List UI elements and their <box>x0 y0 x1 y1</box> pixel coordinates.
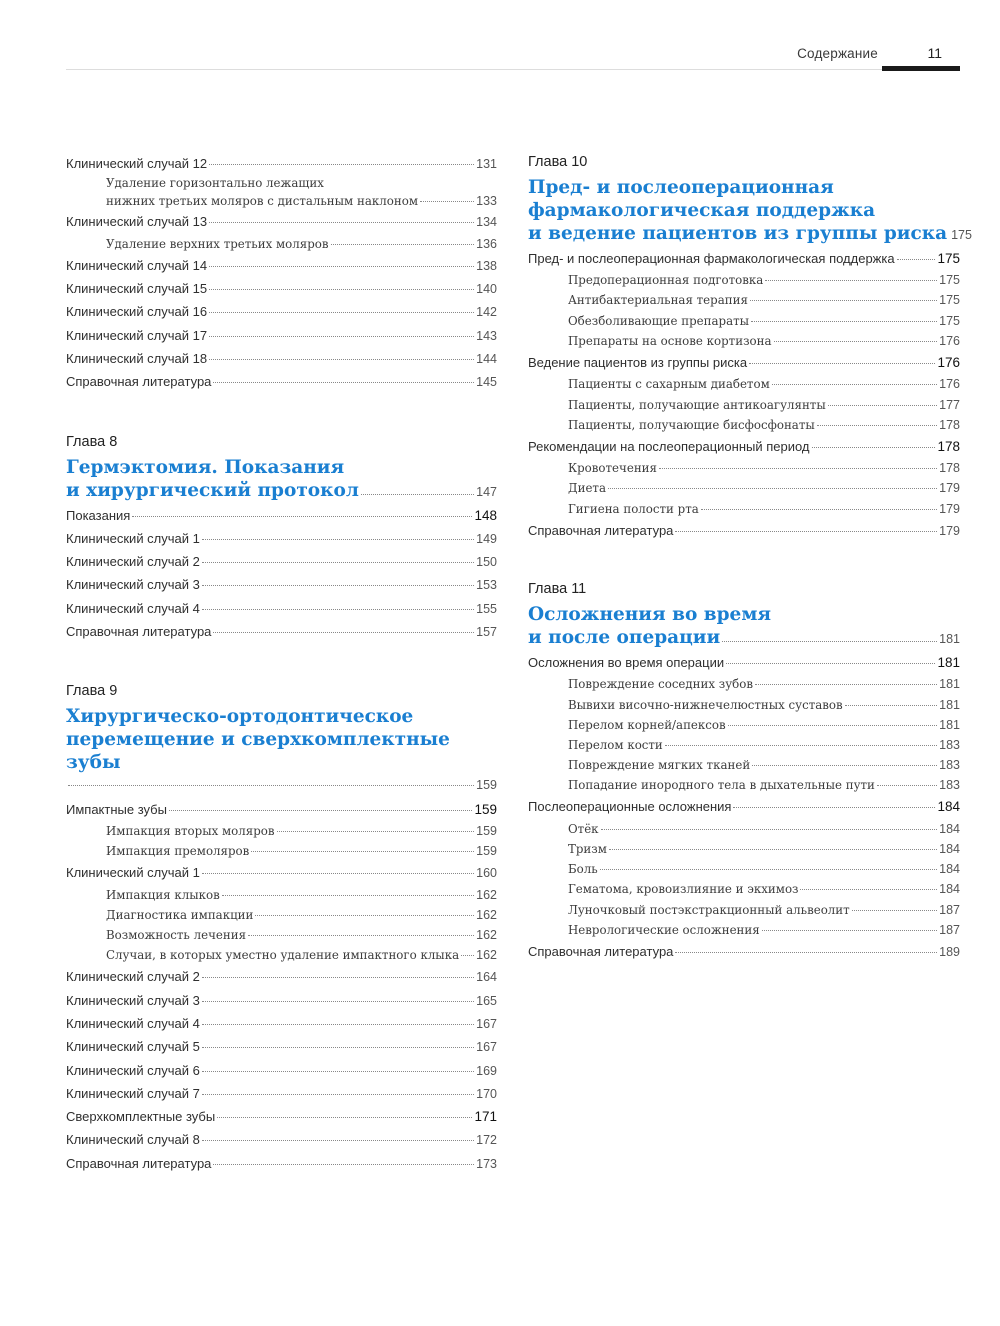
dot-leader <box>812 447 936 448</box>
entry-page: 183 <box>939 737 960 752</box>
toc-section-chapter9 <box>66 681 497 1175</box>
toc-subentry[interactable] <box>528 695 960 715</box>
entry-page: 143 <box>476 328 497 343</box>
entry-title: Ведение пациентов из группы риска <box>528 355 748 371</box>
entry-page: 181 <box>939 717 960 732</box>
chapter-page: 159 <box>476 778 497 793</box>
chapter-title[interactable] <box>528 603 960 651</box>
dot-leader <box>209 266 474 267</box>
dot-leader <box>248 935 474 936</box>
entry-page: 179 <box>939 523 960 538</box>
toc-entry[interactable] <box>66 1012 497 1035</box>
chapter-label: Глава 8 <box>66 433 118 450</box>
toc-entry[interactable] <box>66 324 497 347</box>
entry-page: 177 <box>939 397 960 412</box>
entry-title: Клинический случай 1 <box>66 865 200 881</box>
dot-leader <box>659 468 937 469</box>
dot-leader <box>665 745 937 746</box>
entry-title: Случаи, в которых уместно удаление импактного клыка <box>106 948 460 963</box>
chapter-title[interactable] <box>528 176 972 247</box>
dot-leader <box>202 1140 474 1141</box>
dot-leader <box>202 562 474 563</box>
entry-title: Клинический случай 4 <box>66 600 200 616</box>
toc-section-chapter11 <box>528 579 960 963</box>
dot-leader <box>608 488 937 489</box>
toc-entry[interactable] <box>66 861 497 884</box>
toc-section-chapter7-tail <box>66 152 497 394</box>
dot-leader <box>751 321 937 322</box>
toc-left-column <box>66 152 497 1175</box>
entry-title: Перелом кости <box>568 737 663 752</box>
toc-entry[interactable] <box>66 527 497 550</box>
toc-entry[interactable] <box>528 351 960 374</box>
page-header <box>0 0 1000 80</box>
entry-title: Клинический случай 17 <box>66 327 208 343</box>
toc-subentry[interactable] <box>66 821 497 841</box>
entry-title: Пациенты, получающие антикоагулянты <box>568 397 826 412</box>
dot-leader <box>202 873 474 874</box>
dot-leader <box>251 851 474 852</box>
entry-title: Предоперационная подготовка <box>568 273 764 288</box>
entry-title: Сверхкомплектные зубы <box>66 1109 216 1125</box>
entry-title: Импактные зубы <box>66 801 167 817</box>
entry-title: Гематома, кровоизлияние и экхимоз <box>568 882 799 897</box>
chapter-title-line: перемещение и сверхкомплектные зубы <box>66 729 450 774</box>
entry-title: Обезболивающие препараты <box>568 313 750 328</box>
toc-entry[interactable] <box>66 965 497 988</box>
entry-title: Клинический случай 6 <box>66 1062 200 1078</box>
chapter-title-line: фармакологическая поддержка <box>528 200 876 221</box>
toc-section-chapter8 <box>66 432 497 644</box>
chapter-title-line: Пред- и послеоперационная <box>528 177 834 198</box>
entry-title: Луночковый постэкстракционный альвеолит <box>568 902 850 917</box>
chapter-title-line: Хирургическо-ортодонтическое <box>66 706 414 728</box>
dot-leader <box>461 955 474 956</box>
dot-leader <box>675 952 937 953</box>
entry-title: Клинический случай 1 <box>66 530 200 546</box>
dot-leader <box>202 585 474 586</box>
entry-page: 162 <box>476 887 497 902</box>
entry-page: 167 <box>476 1016 497 1031</box>
chapter-title-line: и после операции <box>528 627 721 649</box>
entry-page: 176 <box>939 377 960 392</box>
chapter-page: 175 <box>951 228 972 242</box>
entry-title: Диагностика импакции <box>106 907 254 922</box>
dot-leader <box>209 336 474 337</box>
dot-leader <box>762 930 937 931</box>
dot-leader <box>897 259 936 260</box>
toc-subentry[interactable] <box>66 234 497 254</box>
toc-entry[interactable] <box>66 504 497 527</box>
dot-leader <box>828 405 937 406</box>
header-page-bar <box>882 66 960 71</box>
toc-subentry[interactable] <box>528 311 960 331</box>
entry-title: Клинический случай 15 <box>66 281 208 297</box>
dot-leader <box>774 341 938 342</box>
dot-leader <box>728 725 938 726</box>
toc-entry[interactable] <box>528 519 960 542</box>
entry-title: Справочная литература <box>528 943 674 959</box>
toc-section-chapter10 <box>528 152 972 542</box>
dot-leader <box>755 684 937 685</box>
entry-page: 175 <box>939 273 960 288</box>
entry-page: 131 <box>476 157 497 171</box>
dot-leader <box>600 869 937 870</box>
entry-title: Удаление горизонтально лежащих <box>106 176 324 191</box>
entry-page: 183 <box>939 778 960 793</box>
running-header-label: Содержание <box>797 46 878 61</box>
dot-leader <box>420 201 474 202</box>
entry-page: 175 <box>937 251 960 266</box>
entry-page: 175 <box>939 293 960 308</box>
chapter-title-line: Гермэктомия. Показания <box>66 456 345 478</box>
toc-entry[interactable] <box>66 573 497 596</box>
dot-leader <box>722 641 937 642</box>
entry-title: Повреждение соседних зубов <box>568 677 754 692</box>
entry-page: 140 <box>476 282 497 297</box>
entry-title: Клинический случай 2 <box>66 969 200 985</box>
entry-page: 153 <box>476 578 497 593</box>
toc-entry[interactable] <box>66 550 497 573</box>
entry-title: Тризм <box>568 841 607 856</box>
dot-leader <box>209 312 474 313</box>
entry-page: 175 <box>939 313 960 328</box>
dot-leader <box>752 765 937 766</box>
toc-entry[interactable] <box>66 1105 497 1128</box>
toc-subentry[interactable] <box>528 819 960 839</box>
entry-title: Осложнения во время операции <box>528 655 725 671</box>
chapter-label: Глава 9 <box>66 683 118 700</box>
entry-title: Показания <box>66 507 131 523</box>
dot-leader <box>852 910 937 911</box>
entry-page: 159 <box>476 844 497 859</box>
entry-page: 150 <box>476 555 497 570</box>
toc-subentry[interactable] <box>528 674 960 694</box>
dot-leader <box>209 164 474 165</box>
dot-leader <box>726 663 935 664</box>
dot-leader <box>733 807 935 808</box>
dot-leader <box>817 425 937 426</box>
entry-page: 181 <box>939 697 960 712</box>
entry-title: Клинический случай 18 <box>66 350 208 366</box>
toc-subentry[interactable] <box>66 945 497 965</box>
dot-leader <box>222 895 474 896</box>
dot-leader <box>202 1071 474 1072</box>
toc-subentry[interactable] <box>528 270 960 290</box>
entry-title: Клинический случай 16 <box>66 304 208 320</box>
entry-title: Клинический случай 13 <box>66 214 208 230</box>
toc-entry[interactable] <box>66 370 497 393</box>
toc-subentry[interactable] <box>528 859 960 879</box>
entry-page: 184 <box>939 882 960 897</box>
entry-title: Кровотечения <box>568 461 657 476</box>
dot-leader <box>361 494 474 495</box>
toc-subentry[interactable] <box>528 290 960 310</box>
entry-page: 145 <box>476 375 497 390</box>
toc-entry[interactable] <box>66 1035 497 1058</box>
toc-entry[interactable] <box>66 798 497 821</box>
entry-page: 167 <box>476 1040 497 1055</box>
entry-page: 181 <box>937 655 960 671</box>
entry-title: Повреждение мягких тканей <box>568 758 751 773</box>
entry-page: 184 <box>939 821 960 836</box>
entry-title: Клинический случай 3 <box>66 577 200 593</box>
page-number: 11 <box>927 45 942 61</box>
toc-entry[interactable] <box>528 247 960 270</box>
toc-subentry[interactable] <box>528 395 960 415</box>
toc-subentry[interactable] <box>528 458 960 478</box>
dot-leader <box>277 831 475 832</box>
entry-title: Импакция премоляров <box>106 844 250 859</box>
dot-leader <box>217 1117 472 1118</box>
entry-page: 138 <box>476 258 497 273</box>
entry-page: 169 <box>476 1063 497 1078</box>
entry-title: Рекомендации на послеоперационный период <box>528 438 810 454</box>
toc-subentry[interactable] <box>66 841 497 861</box>
entry-page: 159 <box>476 823 497 838</box>
toc-subentry[interactable] <box>528 331 960 351</box>
toc-subentry[interactable] <box>66 885 497 905</box>
entry-page: 165 <box>476 993 497 1008</box>
entry-title: Импакция вторых моляров <box>106 823 275 838</box>
entry-title: Пред- и послеоперационная фармакологическая поддержка <box>528 251 895 266</box>
dot-leader <box>132 516 472 517</box>
toc-entry[interactable] <box>66 1152 497 1175</box>
entry-title-cont: нижних третьих моляров с дистальным наклоном <box>106 194 418 209</box>
entry-title: Вывихи височно-нижнечелюстных суставов <box>568 697 843 712</box>
dot-leader <box>202 539 474 540</box>
entry-title: Неврологические осложнения <box>568 922 760 937</box>
entry-page: 181 <box>939 677 960 692</box>
entry-page: 157 <box>476 625 497 640</box>
entry-page: 178 <box>939 417 960 432</box>
entry-page: 187 <box>939 902 960 917</box>
entry-page: 159 <box>474 801 497 817</box>
entry-page: 148 <box>474 507 497 523</box>
entry-page: 179 <box>939 501 960 516</box>
dot-leader <box>202 1001 474 1002</box>
entry-page: 187 <box>939 922 960 937</box>
dot-leader <box>213 1164 474 1165</box>
dot-leader <box>202 977 474 978</box>
entry-page: 155 <box>476 601 497 616</box>
toc-subentry[interactable] <box>528 735 960 755</box>
entry-page: 136 <box>476 236 497 251</box>
entry-title: Клинический случай 7 <box>66 1085 200 1101</box>
dot-leader <box>202 1047 474 1048</box>
dot-leader <box>202 1024 474 1025</box>
entry-title: Клинический случай 8 <box>66 1132 200 1148</box>
dot-leader <box>202 609 474 610</box>
chapter-title-line: и хирургический протокол <box>66 479 359 501</box>
entry-page: 170 <box>476 1086 497 1101</box>
dot-leader <box>877 785 937 786</box>
entry-title: Препараты на основе кортизона <box>568 333 772 348</box>
toc-entry[interactable] <box>528 651 960 674</box>
entry-title: Клинический случай 14 <box>66 257 208 273</box>
entry-page: 173 <box>476 1156 497 1171</box>
entry-title: Импакция клыков <box>106 887 220 902</box>
entry-title: Клинический случай 12 <box>66 156 208 171</box>
entry-title: Справочная литература <box>66 624 212 640</box>
entry-page: 134 <box>476 215 497 230</box>
toc-subentry[interactable] <box>528 900 960 920</box>
toc-entry[interactable] <box>66 254 497 277</box>
entry-page: 179 <box>939 481 960 496</box>
dot-leader <box>169 810 473 811</box>
chapter-title-line: Осложнения во время <box>528 604 772 626</box>
toc-subentry[interactable] <box>528 839 960 859</box>
dot-leader <box>765 280 937 281</box>
toc-entry[interactable] <box>528 435 960 458</box>
entry-page: 172 <box>476 1133 497 1148</box>
entry-title: Попадание инородного тела в дыхательные пути <box>568 778 875 793</box>
entry-page: 160 <box>476 866 497 881</box>
toc-subentry[interactable] <box>66 925 497 945</box>
entry-title: Отёк <box>568 821 599 836</box>
entry-title: Клинический случай 4 <box>66 1015 200 1031</box>
entry-page: 171 <box>474 1109 497 1125</box>
toc-subentry[interactable] <box>528 478 960 498</box>
toc-entry[interactable] <box>66 347 497 370</box>
dot-leader <box>609 849 937 850</box>
entry-page: 176 <box>939 333 960 348</box>
chapter-title[interactable] <box>66 705 497 774</box>
toc-subentry[interactable] <box>66 905 497 925</box>
toc-subentry[interactable] <box>528 920 960 940</box>
header-rule <box>66 69 882 70</box>
dot-leader <box>202 1094 474 1095</box>
entry-page: 142 <box>476 305 497 320</box>
toc-entry[interactable] <box>66 300 497 323</box>
entry-page: 162 <box>476 927 497 942</box>
dot-leader <box>209 289 474 290</box>
toc-entry[interactable] <box>66 152 497 175</box>
dot-leader <box>213 382 474 383</box>
toc-entry[interactable] <box>66 597 497 620</box>
toc-right-column <box>528 152 972 963</box>
entry-page: 184 <box>939 841 960 856</box>
entry-title: Справочная литература <box>66 1155 212 1171</box>
entry-page: 184 <box>937 799 960 815</box>
entry-page: 184 <box>939 862 960 877</box>
entry-page: 144 <box>476 351 497 366</box>
dot-leader <box>209 222 474 223</box>
dot-leader <box>255 915 474 916</box>
toc-subentry[interactable] <box>528 715 960 735</box>
entry-title: Справочная литература <box>528 522 674 538</box>
dot-leader <box>749 363 935 364</box>
toc-entry[interactable] <box>528 795 960 818</box>
entry-title: Перелом корней/апексов <box>568 717 726 732</box>
entry-page: 178 <box>937 438 960 454</box>
toc-entry[interactable] <box>66 175 497 210</box>
chapter-title-line: и ведение пациентов из группы риска <box>528 223 948 244</box>
entry-page: 178 <box>939 461 960 476</box>
entry-title: Клинический случай 5 <box>66 1039 200 1055</box>
dot-leader <box>68 785 474 786</box>
toc-subentry[interactable] <box>528 775 960 795</box>
entry-page: 149 <box>476 531 497 546</box>
entry-title: Гигиена полости рта <box>568 501 699 516</box>
entry-page: 164 <box>476 970 497 985</box>
entry-page: 176 <box>937 355 960 371</box>
entry-page: 133 <box>476 194 497 209</box>
dot-leader <box>845 705 937 706</box>
entry-title: Удаление верхних третьих моляров <box>106 236 329 251</box>
dot-leader <box>331 244 475 245</box>
entry-title: Возможность лечения <box>106 927 247 942</box>
toc-entry[interactable] <box>66 989 497 1012</box>
dot-leader <box>772 384 937 385</box>
toc-entry[interactable] <box>66 1082 497 1105</box>
entry-title: Клинический случай 2 <box>66 554 200 570</box>
toc-subentry[interactable] <box>528 415 960 435</box>
entry-page: 162 <box>476 907 497 922</box>
entry-title: Справочная литература <box>66 374 212 390</box>
chapter-page: 181 <box>939 632 960 647</box>
entry-title: Клинический случай 3 <box>66 992 200 1008</box>
entry-title: Боль <box>568 862 598 877</box>
chapter-label: Глава 11 <box>528 581 587 598</box>
entry-page: 162 <box>476 948 497 963</box>
toc-subentry[interactable] <box>528 499 960 519</box>
entry-title: Пациенты с сахарным диабетом <box>568 377 770 392</box>
entry-title: Пациенты, получающие бисфосфонаты <box>568 417 815 432</box>
dot-leader <box>209 359 474 360</box>
dot-leader <box>601 829 938 830</box>
chapter-page: 147 <box>476 484 497 499</box>
toc-entry[interactable] <box>66 1059 497 1082</box>
entry-title: Антибактериальная терапия <box>568 293 748 308</box>
chapter-title[interactable] <box>66 456 497 504</box>
toc-subentry[interactable] <box>528 879 960 899</box>
dot-leader <box>750 300 937 301</box>
toc-entry[interactable] <box>66 210 497 233</box>
toc-subentry[interactable] <box>528 374 960 394</box>
dot-leader <box>800 889 937 890</box>
chapter-page-line[interactable] <box>66 774 497 797</box>
toc-entry[interactable] <box>66 1128 497 1151</box>
dot-leader <box>675 531 937 532</box>
entry-page: 189 <box>939 944 960 959</box>
entry-page: 183 <box>939 758 960 773</box>
dot-leader <box>213 632 474 633</box>
entry-title: Диета <box>568 481 606 496</box>
dot-leader <box>701 509 937 510</box>
toc-entry[interactable] <box>528 940 960 963</box>
entry-title: Послеоперационные осложнения <box>528 799 732 815</box>
toc-entry[interactable] <box>66 620 497 643</box>
toc-subentry[interactable] <box>528 755 960 775</box>
toc-entry[interactable] <box>66 277 497 300</box>
chapter-label: Глава 10 <box>528 154 588 170</box>
